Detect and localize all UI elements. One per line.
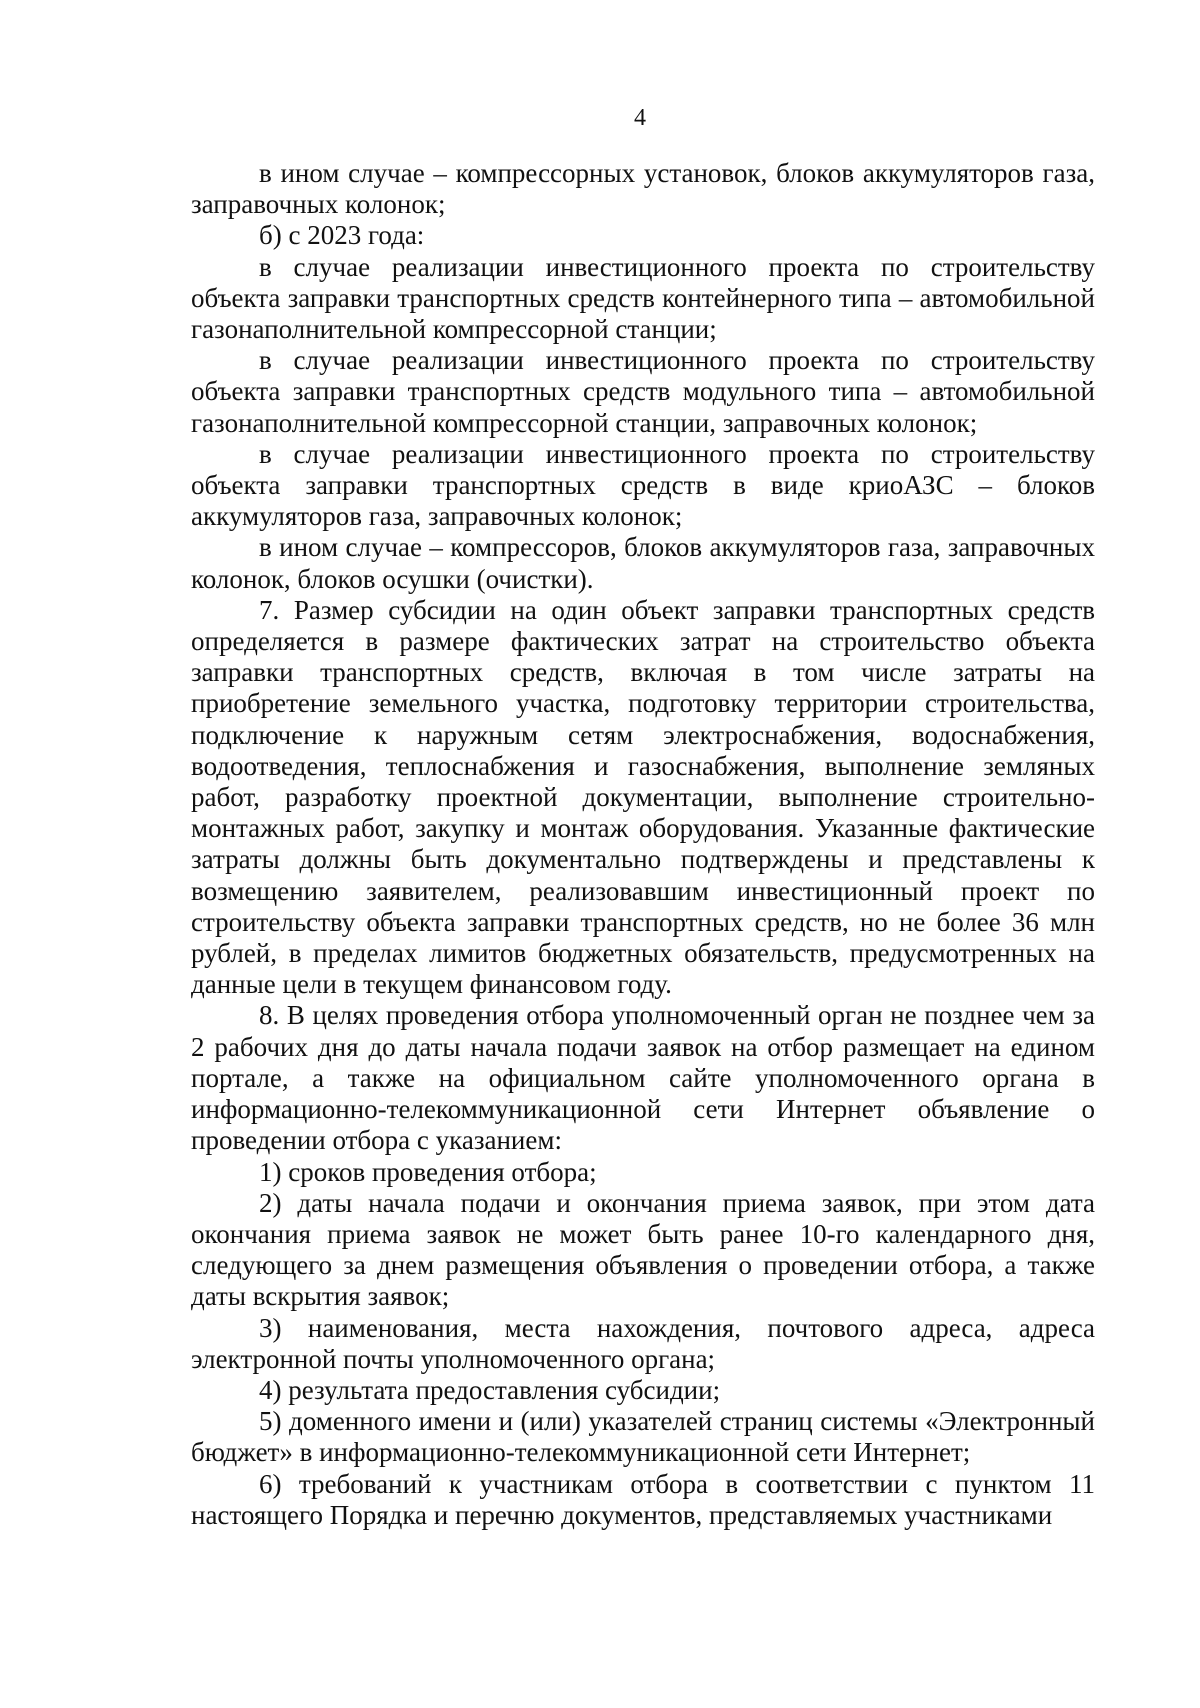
- paragraph: 4) результата предоставления субсидии;: [259, 1374, 721, 1405]
- paragraph: 6) требований к участникам отбора в соответствии с пунктом 11 настоящего Порядка и перечню документов, представляемых участниками: [191, 1468, 1095, 1530]
- paragraph: в случае реализации инвестиционного проекта по строительству объекта заправки транспортных средств контейнерного типа – автомобильной газонаполнительной компрессорной станции;: [191, 251, 1095, 345]
- paragraph: в ином случае – компрессорных установок, блоков аккумуляторов газа, заправочных колонок;: [191, 158, 1095, 220]
- page-number: 4: [634, 105, 646, 131]
- paragraph: 1) сроков проведения отбора;: [259, 1156, 597, 1187]
- paragraph: в случае реализации инвестиционного проекта по строительству объекта заправки транспортных средств в виде криоАЗС – блоков аккумуляторов газа, заправочных колонок;: [191, 438, 1095, 532]
- paragraph: в случае реализации инвестиционного проекта по строительству объекта заправки транспортных средств модульного типа – автомобильной газонаполнительной компрессорной станции, заправочных колонок;: [191, 345, 1095, 438]
- document-body: [191, 158, 1095, 1531]
- paragraph: 3) наименования, места нахождения, почтового адреса, адреса электронной почты уполномоченного органа;: [191, 1312, 1095, 1374]
- paragraph: 7. Размер субсидии на один объект заправки транспортных средств определяется в размере фактических затрат на строительство объекта заправки транспортных средств, включая в том числе затраты на приобретение земельного участка, подготовку территории строительства, подключение к наружным сетям электроснабжения, водоснабжения, водоотведения, теплоснабжения и газоснабжения, выполнение земляных работ, разработку проектной документации, выполнение строительно-монтажных работ, закупку и монтаж оборудования. Указанные фактические затраты должны быть документально подтверждены и представлены к возмещению заявителем, реализовавшим инвестиционный проект по строительству объекта заправки транспортных средств, но не более 36 млн рублей, в пределах лимитов бюджетных обязательств, предусмотренных на данные цели в текущем финансовом году.: [191, 594, 1095, 1000]
- paragraph: 8. В целях проведения отбора уполномоченный орган не позднее чем за 2 рабочих дня до даты начала подачи заявок на отбор размещает на едином портале, а также на официальном сайте уполномоченного органа в информационно-телекоммуникационной сети Интернет объявление о проведении отбора с указанием:: [191, 1000, 1095, 1156]
- paragraph: 2) даты начала подачи и окончания приема заявок, при этом дата окончания приема заявок не может быть ранее 10-го календарного дня, следующего за днем размещения объявления о проведении отбора, а также даты вскрытия заявок;: [191, 1187, 1095, 1312]
- paragraph: б) с 2023 года:: [259, 220, 425, 251]
- paragraph: в ином случае – компрессоров, блоков аккумуляторов газа, заправочных колонок, блоков осушки (очистки).: [191, 532, 1095, 594]
- paragraph: 5) доменного имени и (или) указателей страниц системы «Электронный бюджет» в информационно-телекоммуникационной сети Интернет;: [191, 1406, 1095, 1468]
